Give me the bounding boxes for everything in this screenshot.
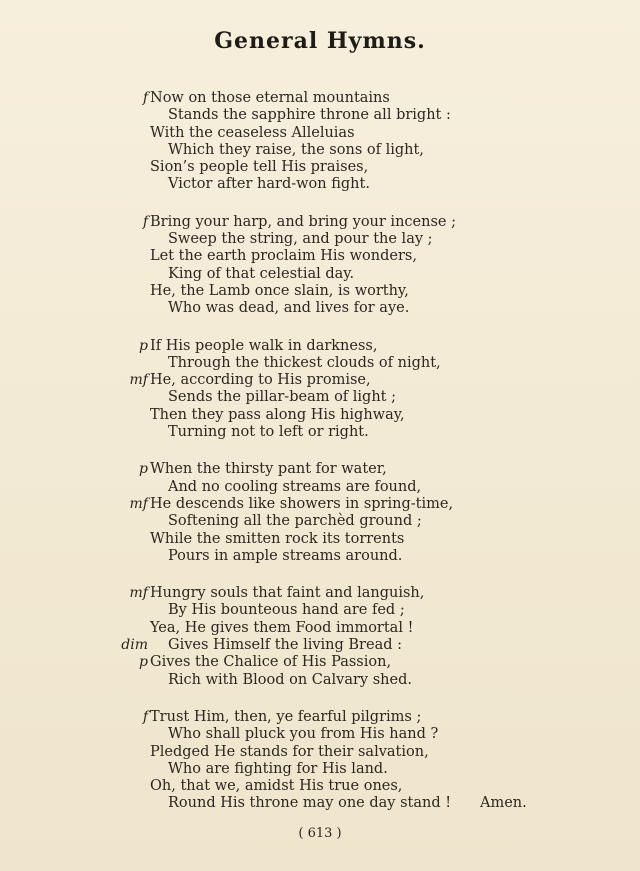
dynamic-marking: mf	[129, 495, 148, 512]
dynamic-marking: mf	[129, 585, 148, 602]
verse-text: Sends the pillar-beam of light ;	[168, 389, 396, 406]
verse-text: Softening all the parchèd ground ;	[168, 513, 422, 530]
verse-text: Sion’s people tell His praises,	[150, 159, 369, 176]
verse-line	[110, 496, 550, 513]
verse-line	[110, 761, 550, 778]
dynamic-marking: p	[139, 337, 148, 354]
verse-line	[110, 266, 550, 283]
verse-line	[110, 513, 550, 530]
verse-text: And no cooling streams are found,	[168, 478, 422, 495]
verse-text: Gives Himself the living Bread :	[168, 637, 402, 654]
verse-text: Now on those eternal mountains	[150, 90, 390, 106]
verse-text: Who was dead, and lives for aye.	[168, 300, 410, 317]
verse-line	[110, 744, 550, 761]
verse-line	[110, 355, 550, 372]
verse-line	[110, 125, 550, 142]
verse-line	[110, 90, 550, 107]
stanza	[110, 90, 550, 194]
verse-text: Let the earth proclaim His wonders,	[150, 248, 417, 265]
verse-text: Gives the Chalice of His Passion,	[150, 654, 392, 671]
verse-text: Then they pass along His highway,	[150, 406, 405, 423]
verse-line	[110, 142, 550, 159]
stanza	[110, 338, 550, 442]
verse-line	[110, 620, 550, 637]
amen-text: Amen.	[480, 795, 527, 812]
verse-text: By His bounteous hand are fed ;	[168, 602, 405, 619]
verse-line	[110, 283, 550, 300]
verse-text: Turning not to left or right.	[168, 424, 369, 441]
verse-line	[110, 372, 550, 389]
verse-text: King of that celestial day.	[168, 265, 355, 282]
verse-text: Yea, He gives them Food immortal !	[150, 619, 414, 636]
verse-text: Sweep the string, and pour the lay ;	[168, 231, 433, 248]
verse-line	[110, 585, 550, 602]
dynamic-marking: mf	[129, 372, 148, 389]
verse-line	[110, 159, 550, 176]
verse-text: Stands the sapphire throne all bright :	[168, 107, 451, 124]
verse-text: Victor after hard-won fight.	[168, 176, 370, 193]
verse-line	[110, 654, 550, 671]
verse-text: Round His throne may one day stand !	[168, 795, 452, 812]
verse-line	[110, 231, 550, 248]
dynamic-marking: f	[142, 90, 148, 106]
verse-line	[110, 338, 550, 355]
verse-text: Who shall pluck you from His hand ?	[168, 726, 439, 743]
verse-text: He descends like showers in spring-time,	[150, 495, 454, 512]
verse-line	[110, 709, 550, 726]
verse-line	[110, 548, 550, 565]
verse-line	[110, 461, 550, 478]
verse-line	[110, 107, 550, 124]
verse-line	[110, 407, 550, 424]
verse-text: When the thirsty pant for water,	[150, 461, 387, 478]
verse-text: He, the Lamb once slain, is worthy,	[150, 282, 409, 299]
page-number: ( 613 )	[298, 826, 342, 841]
verse-text: Pours in ample streams around.	[168, 547, 403, 564]
verse-text: Trust Him, then, ye fearful pilgrims ;	[150, 708, 422, 725]
verse-line	[110, 248, 550, 265]
hymn-text	[110, 90, 550, 833]
dynamic-marking: p	[139, 461, 148, 478]
verse-text: Which they raise, the sons of light,	[168, 141, 424, 158]
stanza	[110, 214, 550, 318]
verse-line	[110, 389, 550, 406]
verse-text: Hungry souls that faint and languish,	[150, 585, 425, 602]
dynamic-marking: f	[142, 213, 148, 230]
dynamic-marking: f	[142, 708, 148, 725]
verse-line	[110, 214, 550, 231]
verse-line	[110, 531, 550, 548]
verse-text: Who are fighting for His land.	[168, 760, 388, 777]
dynamic-marking: dim	[121, 637, 148, 654]
verse-text: With the ceaseless Alleluias	[150, 124, 355, 141]
verse-text: Rich with Blood on Calvary shed.	[168, 671, 412, 688]
verse-line	[110, 637, 550, 654]
verse-line	[110, 602, 550, 619]
verse-line	[110, 300, 550, 317]
verse-line	[110, 176, 550, 193]
verse-text: Bring your harp, and bring your incense ;	[150, 213, 456, 230]
verse-line	[110, 726, 550, 743]
stanza	[110, 585, 550, 689]
verse-line	[110, 795, 550, 812]
page-title: General Hymns.	[214, 28, 426, 54]
verse-text: He, according to His promise,	[150, 372, 371, 389]
verse-text: While the smitten rock its torrents	[150, 530, 405, 547]
stanza	[110, 709, 550, 813]
verse-line	[110, 479, 550, 496]
verse-text: If His people walk in darkness,	[150, 337, 378, 354]
verse-text: Pledged He stands for their salvation,	[150, 743, 429, 760]
verse-line	[110, 672, 550, 689]
verse-line	[110, 424, 550, 441]
verse-text: Through the thickest clouds of night,	[168, 354, 441, 371]
stanza	[110, 461, 550, 565]
verse-line	[110, 778, 550, 795]
dynamic-marking: p	[139, 654, 148, 671]
verse-text: Oh, that we, amidst His true ones,	[150, 778, 403, 795]
